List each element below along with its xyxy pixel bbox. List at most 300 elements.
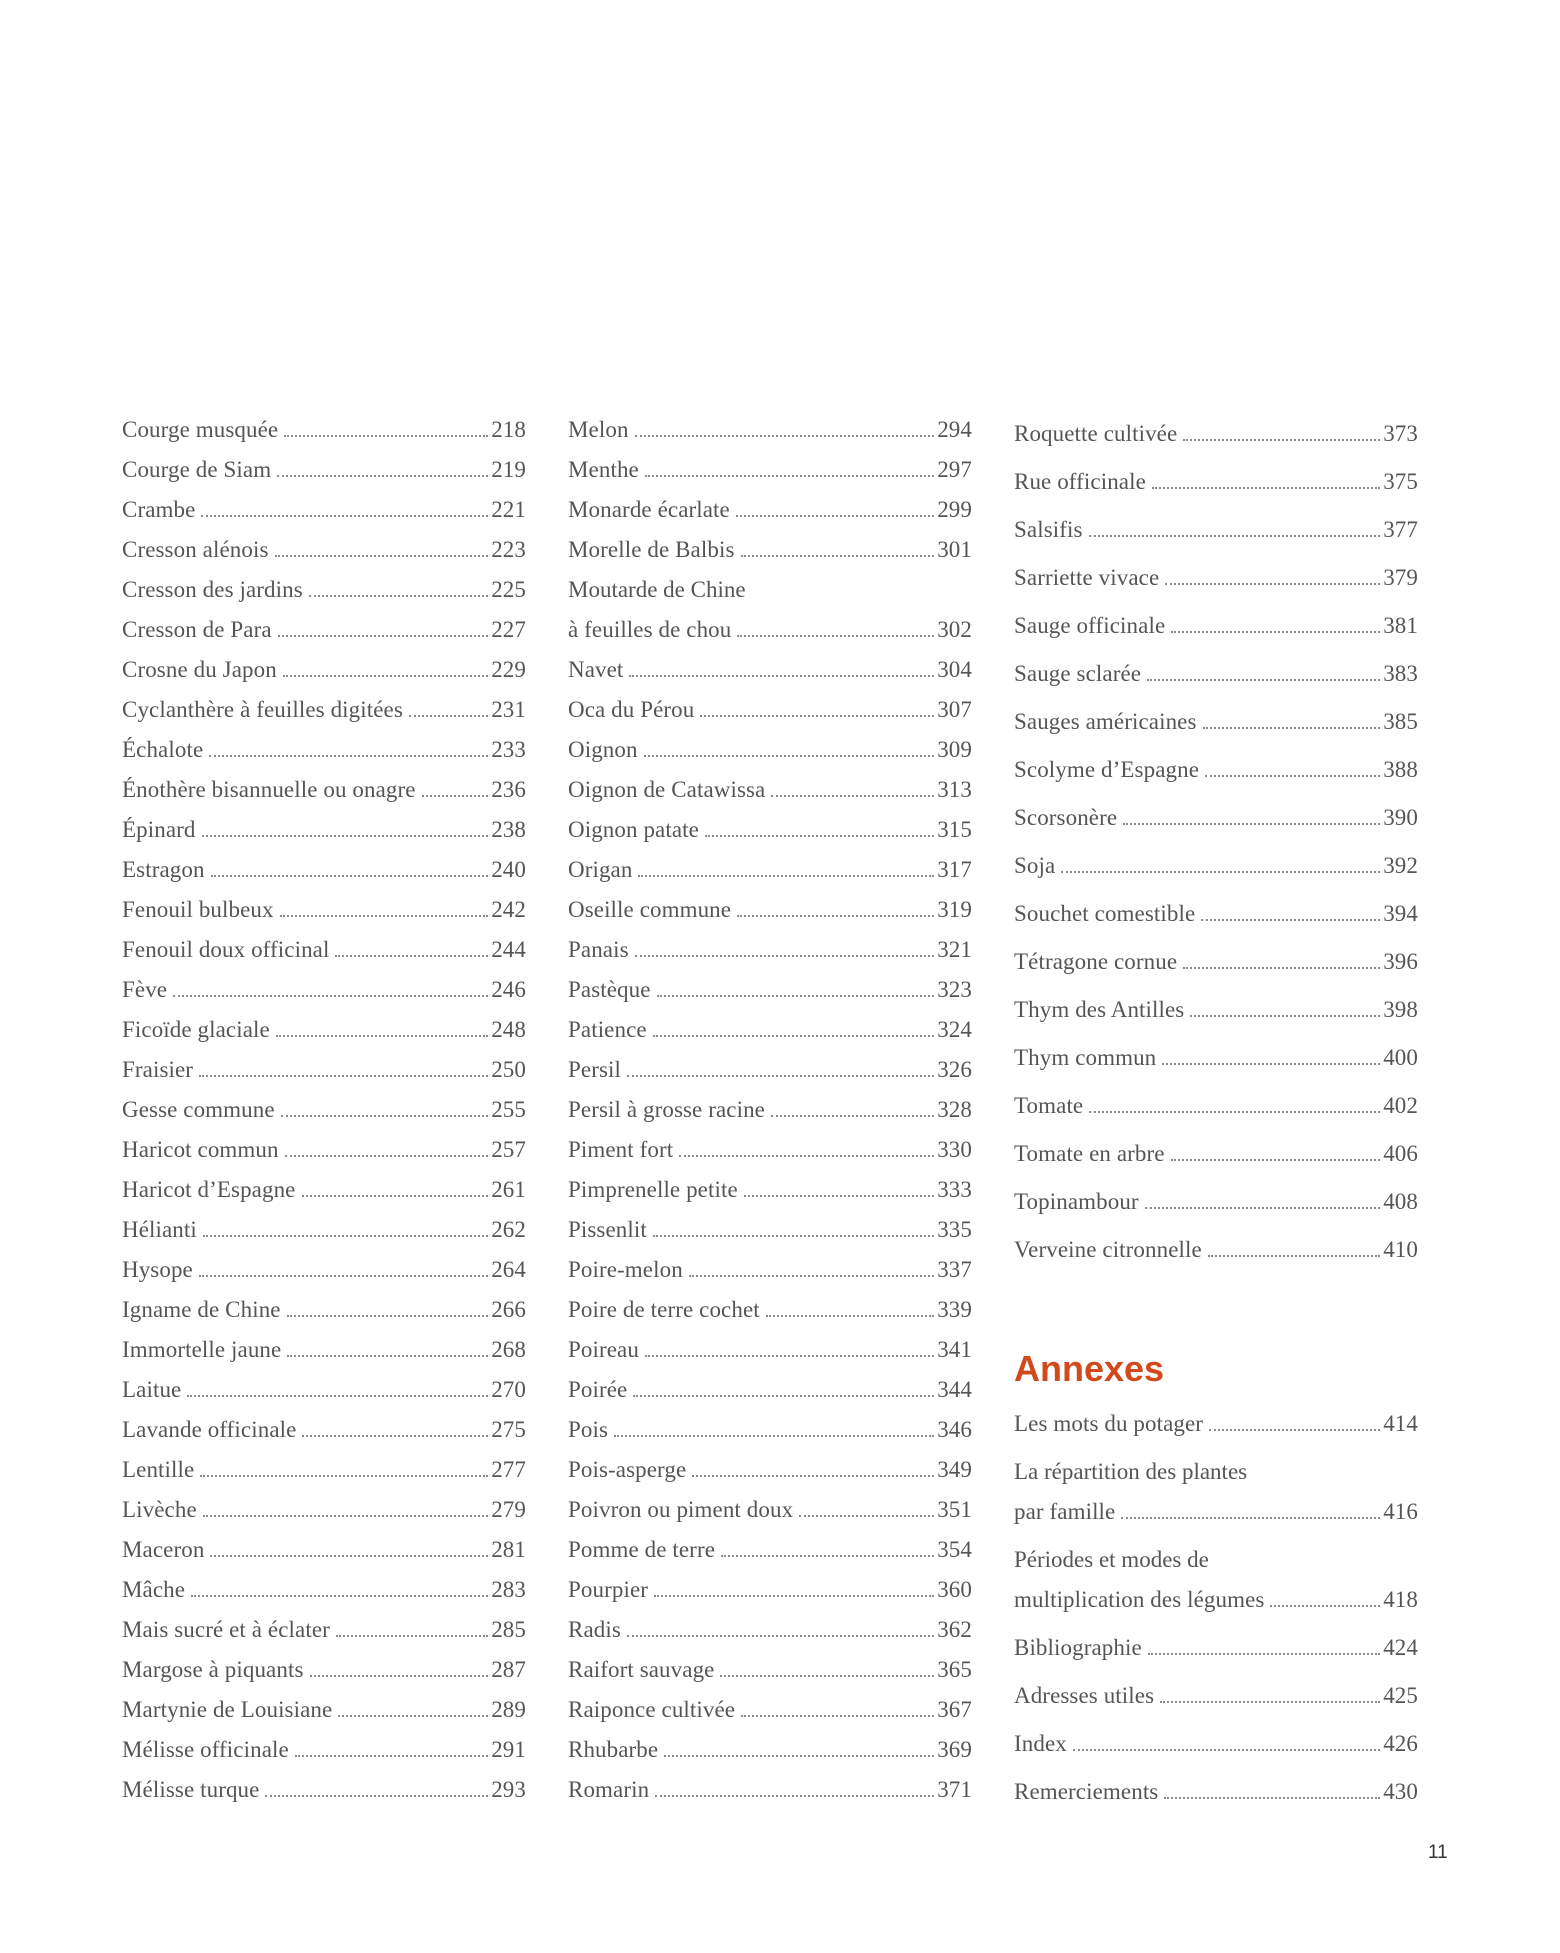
toc-entry-row: [568, 690, 972, 730]
toc-entry-page: 326: [937, 1057, 972, 1082]
toc-entry: [1014, 1448, 1418, 1536]
toc-entry-page: 390: [1383, 805, 1418, 830]
dot-leader: [211, 875, 489, 877]
dot-leader: [1145, 1207, 1380, 1209]
dot-leader: [199, 1275, 488, 1277]
toc-entry: [1014, 938, 1418, 986]
dot-leader: [187, 1395, 488, 1397]
toc-entry-title: Crambe: [122, 497, 196, 522]
dot-leader: [1205, 775, 1380, 777]
toc-entry-title: Igname de Chine: [122, 1297, 281, 1322]
toc-entry-page: 261: [491, 1177, 526, 1202]
toc-entry-title: Sauge officinale: [1014, 613, 1166, 638]
dot-leader: [1061, 871, 1380, 873]
dot-leader: [799, 1515, 934, 1517]
toc-entry-page: 388: [1383, 757, 1418, 782]
toc-entry-title: Mélisse officinale: [122, 1737, 289, 1762]
toc-entry-row: [122, 930, 526, 970]
toc-entry-title: Martynie de Louisiane: [122, 1697, 333, 1722]
toc-entry-page: 392: [1383, 853, 1418, 878]
toc-entry-row: [122, 1530, 526, 1570]
toc-entry-page: 330: [937, 1137, 972, 1162]
toc-entry-title: Scolyme d’Espagne: [1014, 757, 1200, 782]
toc-entry-title: Sauge sclarée: [1014, 661, 1142, 686]
dot-leader: [1270, 1605, 1380, 1607]
toc-entry: [1014, 554, 1418, 602]
toc-entry: [122, 1370, 526, 1410]
toc-entry-row: [568, 730, 972, 770]
dot-leader: [280, 915, 489, 917]
toc-entry-row: [122, 1250, 526, 1290]
toc-entry-page: 287: [491, 1657, 526, 1682]
toc-entry: [568, 570, 972, 650]
toc-entry-page: 425: [1383, 1683, 1418, 1708]
dot-leader: [281, 1115, 489, 1117]
dot-leader: [1183, 439, 1380, 441]
toc-entry-row: [1014, 890, 1418, 938]
toc-entry: [568, 1010, 972, 1050]
toc-entry-title: Navet: [568, 657, 624, 682]
dot-leader: [1121, 1517, 1380, 1519]
toc-entry-row: [568, 1610, 972, 1650]
toc-entry-row: [568, 1450, 972, 1490]
toc-entry: [568, 1330, 972, 1370]
toc-entry-title-line: Périodes et modes de: [1014, 1547, 1209, 1572]
toc-entry-title: Rhubarbe: [568, 1737, 659, 1762]
dot-leader: [692, 1475, 934, 1477]
toc-entry-page: 223: [491, 537, 526, 562]
toc-entry-row: [122, 570, 526, 610]
toc-entry-row: [122, 490, 526, 530]
toc-entry-title: Poivron ou piment doux: [568, 1497, 794, 1522]
dot-leader: [633, 1395, 934, 1397]
dot-leader: [1089, 535, 1381, 537]
dot-leader: [310, 1675, 489, 1677]
dot-leader: [654, 1595, 934, 1597]
toc-entry-page: 362: [937, 1617, 972, 1642]
dot-leader: [737, 915, 934, 917]
toc-entry-row: [1014, 1492, 1418, 1532]
toc-entry: [122, 930, 526, 970]
toc-entry-page: 218: [491, 417, 526, 442]
toc-entry-row: [1014, 698, 1418, 746]
dot-leader: [614, 1435, 934, 1437]
toc-entry-row: [122, 890, 526, 930]
toc-entry: [568, 810, 972, 850]
toc-entry-title: Piment fort: [568, 1137, 674, 1162]
toc-entry-row: [122, 1010, 526, 1050]
toc-entry-title: Pois: [568, 1417, 609, 1442]
dot-leader: [173, 995, 488, 997]
toc-entry-page: 302: [937, 617, 972, 642]
toc-entry-page: 309: [937, 737, 972, 762]
toc-column-3: [1014, 410, 1418, 1274]
toc-entry: [568, 1170, 972, 1210]
toc-entry-row: [568, 530, 972, 570]
toc-entry-title: Cresson de Para: [122, 617, 272, 642]
toc-entry-title: Index: [1014, 1731, 1067, 1756]
dot-leader: [657, 995, 935, 997]
toc-entry-title: Raiponce cultivée: [568, 1697, 736, 1722]
toc-entry: [568, 1610, 972, 1650]
toc-entry-page: 365: [937, 1657, 972, 1682]
toc-entry-page: 319: [937, 897, 972, 922]
toc-entry-row: [122, 810, 526, 850]
toc-entry: [122, 1570, 526, 1610]
dot-leader: [627, 1075, 934, 1077]
toc-entry-row: [1014, 410, 1418, 458]
toc-entry-page: 360: [937, 1577, 972, 1602]
toc-entry: [568, 1730, 972, 1770]
toc-entry-page: 373: [1383, 421, 1418, 446]
toc-entry-page: 402: [1383, 1093, 1418, 1118]
toc-entry: [122, 1170, 526, 1210]
toc-entry-title: Salsifis: [1014, 517, 1083, 542]
toc-entry-title: Romarin: [568, 1777, 650, 1802]
toc-entry-row: [122, 850, 526, 890]
toc-entry-row: [122, 1050, 526, 1090]
dot-leader: [209, 755, 488, 757]
toc-entry-row: [1014, 506, 1418, 554]
dot-leader: [766, 1315, 934, 1317]
toc-entry-page: 341: [937, 1337, 972, 1362]
dot-leader: [664, 1755, 934, 1757]
dot-leader: [689, 1275, 934, 1277]
toc-entry-row: [1014, 842, 1418, 890]
toc-entry-title-line: Moutarde de Chine: [568, 577, 746, 602]
toc-entry: [122, 650, 526, 690]
dot-leader: [644, 755, 935, 757]
toc-entry: [122, 530, 526, 570]
toc-entry-row: [568, 1010, 972, 1050]
toc-entry-page: 229: [491, 657, 526, 682]
toc-entry-title: Scorsonère: [1014, 805, 1118, 830]
toc-entry-row: [122, 1650, 526, 1690]
toc-entry-title: Menthe: [568, 457, 639, 482]
toc-entry: [568, 930, 972, 970]
toc-entry: [122, 1250, 526, 1290]
dot-leader: [1203, 727, 1381, 729]
toc-entry-page: 315: [937, 817, 972, 842]
dot-leader: [1190, 1015, 1380, 1017]
toc-entry-title: Verveine citronnelle: [1014, 1237, 1202, 1262]
toc-entry-row: [1014, 1130, 1418, 1178]
toc-entry-title: Estragon: [122, 857, 205, 882]
dot-leader: [638, 875, 934, 877]
toc-entry-row: [1014, 938, 1418, 986]
toc-entry-title: Fenouil bulbeux: [122, 897, 274, 922]
toc-entry-row: [568, 850, 972, 890]
toc-entry-title-line: La répartition des plantes: [1014, 1459, 1248, 1484]
dot-leader: [191, 1595, 488, 1597]
toc-entry-page: 339: [937, 1297, 972, 1322]
toc-entry-title: Haricot d’Espagne: [122, 1177, 296, 1202]
toc-entry-title: Poireau: [568, 1337, 639, 1362]
toc-entry-title: Courge musquée: [122, 417, 279, 442]
toc-entry-row: [122, 1770, 526, 1810]
dot-leader: [744, 1195, 934, 1197]
dot-leader: [1147, 679, 1380, 681]
toc-entry: [122, 890, 526, 930]
toc-entry-title: Poire-melon: [568, 1257, 683, 1282]
toc-entry: [1014, 506, 1418, 554]
toc-entry: [122, 690, 526, 730]
toc-entry-row: [122, 1330, 526, 1370]
toc-entry-title: Tomate: [1014, 1093, 1084, 1118]
toc-entry: [122, 770, 526, 810]
toc-entry-row: [1014, 602, 1418, 650]
toc-entry-page: 238: [491, 817, 526, 842]
dot-leader: [1171, 1159, 1381, 1161]
toc-entry-page: 257: [491, 1137, 526, 1162]
toc-entry: [122, 610, 526, 650]
toc-entry-row: [122, 530, 526, 570]
toc-entry-page: 398: [1383, 997, 1418, 1022]
toc-entry-page: 275: [491, 1417, 526, 1442]
toc-entry: [122, 1610, 526, 1650]
dot-leader: [771, 1115, 934, 1117]
toc-entry-row: [122, 1090, 526, 1130]
toc-entry-row: [1014, 554, 1418, 602]
toc-entry: [122, 1210, 526, 1250]
toc-entry-title: Pissenlit: [568, 1217, 647, 1242]
toc-entry-title: Origan: [568, 857, 633, 882]
toc-entry: [122, 490, 526, 530]
dot-leader: [277, 475, 488, 477]
toc-entry: [122, 1410, 526, 1450]
toc-entry-title: Melon: [568, 417, 629, 442]
toc-entry-title: Sarriette vivace: [1014, 565, 1160, 590]
toc-entry-row: [122, 650, 526, 690]
dot-leader: [627, 1635, 934, 1637]
toc-entry: [1014, 650, 1418, 698]
toc-entry-row: [568, 610, 972, 650]
dot-leader: [653, 1035, 934, 1037]
toc-entry-page: 381: [1383, 613, 1418, 638]
toc-entry-row: [568, 1690, 972, 1730]
toc-entry-page: 351: [937, 1497, 972, 1522]
toc-entry-title: Crosne du Japon: [122, 657, 277, 682]
toc-entry-title: Thym commun: [1014, 1045, 1157, 1070]
toc-entry: [1014, 458, 1418, 506]
toc-entry: [568, 730, 972, 770]
toc-entry-page: 285: [491, 1617, 526, 1642]
dot-leader: [335, 955, 488, 957]
dot-leader: [203, 1515, 488, 1517]
dot-leader: [285, 1155, 489, 1157]
dot-leader: [653, 1235, 934, 1237]
toc-entry: [1014, 1226, 1418, 1274]
toc-entry: [568, 1570, 972, 1610]
toc-entry-page: 277: [491, 1457, 526, 1482]
dot-leader: [338, 1715, 488, 1717]
dot-leader: [1152, 487, 1380, 489]
toc-entry-row: [1014, 1034, 1418, 1082]
toc-entry-title: Cresson des jardins: [122, 577, 303, 602]
toc-entry-title: Soja: [1014, 853, 1056, 878]
toc-entry-title: Livèche: [122, 1497, 197, 1522]
toc-entry-row: [568, 890, 972, 930]
toc-entry-row: [122, 770, 526, 810]
toc-entry-title: Mâche: [122, 1577, 186, 1602]
toc-entry-row: [1014, 746, 1418, 794]
toc-entry-row: [1014, 458, 1418, 506]
toc-entry-title: Énothère bisannuelle ou onagre: [122, 777, 416, 802]
toc-entry-page: 410: [1383, 1237, 1418, 1262]
toc-entry: [122, 1010, 526, 1050]
toc-entry-row: [122, 1570, 526, 1610]
toc-entry-row: [122, 1490, 526, 1530]
toc-entry-row: [122, 1170, 526, 1210]
toc-entry: [122, 1290, 526, 1330]
toc-entry-page: 430: [1383, 1779, 1418, 1804]
dot-leader: [336, 1635, 488, 1637]
toc-entry: [122, 1730, 526, 1770]
toc-entry-row: [1014, 1580, 1418, 1620]
toc-entry: [1014, 410, 1418, 458]
toc-entry-title: Persil à grosse racine: [568, 1097, 765, 1122]
toc-entry-page: 255: [491, 1097, 526, 1122]
toc-entry-row: [122, 410, 526, 450]
dot-leader: [309, 595, 488, 597]
toc-entry-row: [122, 450, 526, 490]
toc-entry-row: [568, 490, 972, 530]
toc-entry-page: 248: [491, 1017, 526, 1042]
toc-entry: [122, 1050, 526, 1090]
toc-entry-page: 291: [491, 1737, 526, 1762]
toc-entry: [568, 770, 972, 810]
toc-entry: [568, 490, 972, 530]
toc-entry-row: [122, 1730, 526, 1770]
toc-entry: [122, 1530, 526, 1570]
toc-entry: [568, 1050, 972, 1090]
toc-entry-title: Hysope: [122, 1257, 193, 1282]
toc-entry-title: Lentille: [122, 1457, 195, 1482]
toc-entry-row: [568, 1170, 972, 1210]
toc-entry-page: 264: [491, 1257, 526, 1282]
toc-entry: [568, 450, 972, 490]
toc-entry-row: [568, 1050, 972, 1090]
toc-entry-row: [122, 1690, 526, 1730]
toc-entry-title: par famille: [1014, 1499, 1116, 1524]
dot-leader: [1183, 967, 1380, 969]
toc-entry-page: 297: [937, 457, 972, 482]
toc-entry-page: 424: [1383, 1635, 1418, 1660]
toc-entry: [568, 1370, 972, 1410]
toc-entry-title: Tomate en arbre: [1014, 1141, 1165, 1166]
annexes-list: [1014, 1400, 1418, 1816]
toc-entry: [122, 1490, 526, 1530]
toc-entry-row: [568, 1090, 972, 1130]
toc-entry-page: 377: [1383, 517, 1418, 542]
toc-entry-page: 346: [937, 1417, 972, 1442]
dot-leader: [200, 1475, 488, 1477]
toc-entry-title: à feuilles de chou: [568, 617, 732, 642]
toc-entry-title: Adresses utiles: [1014, 1683, 1155, 1708]
toc-entry-page: 299: [937, 497, 972, 522]
toc-entry: [122, 730, 526, 770]
toc-entry: [568, 1210, 972, 1250]
toc-entry: [122, 1090, 526, 1130]
dot-leader: [700, 715, 934, 717]
toc-entry-row: [122, 610, 526, 650]
dot-leader: [284, 435, 488, 437]
toc-entry-row: [122, 1130, 526, 1170]
dot-leader: [721, 1555, 934, 1557]
toc-entry-page: 416: [1383, 1499, 1418, 1524]
toc-entry-title: Poirée: [568, 1377, 628, 1402]
toc-entry-title: Lavande officinale: [122, 1417, 297, 1442]
toc-entry-title: Fenouil doux officinal: [122, 937, 330, 962]
toc-entry: [122, 410, 526, 450]
dot-leader: [736, 515, 934, 517]
toc-entry: [1014, 1034, 1418, 1082]
toc-entry-page: 394: [1383, 901, 1418, 926]
dot-leader: [1164, 1797, 1380, 1799]
dot-leader: [202, 835, 489, 837]
dot-leader: [629, 675, 934, 677]
dot-leader: [1209, 1429, 1380, 1431]
toc-entry-title: Morelle de Balbis: [568, 537, 735, 562]
toc-entry-title: Oignon de Catawissa: [568, 777, 766, 802]
toc-entry: [568, 1770, 972, 1810]
toc-entry: [568, 890, 972, 930]
toc-entry-row: [568, 650, 972, 690]
toc-entry-page: 233: [491, 737, 526, 762]
toc-entry-page: 337: [937, 1257, 972, 1282]
toc-entry-row: [568, 410, 972, 450]
toc-entry-page: 266: [491, 1297, 526, 1322]
toc-entry-row: [568, 1250, 972, 1290]
toc-entry: [568, 970, 972, 1010]
toc-entry-page: 268: [491, 1337, 526, 1362]
dot-leader: [1165, 583, 1380, 585]
toc-entry-title: Monarde écarlate: [568, 497, 730, 522]
toc-entry-row: [122, 1290, 526, 1330]
toc-entry-title: Immortelle jaune: [122, 1337, 282, 1362]
toc-entry-row: [568, 1650, 972, 1690]
toc-entry-row: [1014, 1082, 1418, 1130]
dot-leader: [275, 555, 489, 557]
dot-leader: [679, 1155, 934, 1157]
toc-entry-page: 304: [937, 657, 972, 682]
dot-leader: [1201, 919, 1380, 921]
toc-entry-page: 328: [937, 1097, 972, 1122]
toc-entry: [568, 410, 972, 450]
toc-entry-row: [1014, 1720, 1418, 1768]
toc-entry-title: Poire de terre cochet: [568, 1297, 760, 1322]
toc-column-2: [568, 410, 972, 1810]
dot-leader: [1073, 1749, 1380, 1751]
toc-entry-page: 406: [1383, 1141, 1418, 1166]
toc-entry: [122, 1450, 526, 1490]
toc-entry: [1014, 1768, 1418, 1816]
toc-entry-title: Tétragone cornue: [1014, 949, 1178, 974]
toc-entry: [1014, 842, 1418, 890]
toc-entry-title: Laitue: [122, 1377, 182, 1402]
toc-entry-row: [122, 1370, 526, 1410]
dot-leader: [737, 635, 934, 637]
toc-entry: [122, 1130, 526, 1170]
toc-entry: [1014, 602, 1418, 650]
toc-entry-title: Cresson alénois: [122, 537, 269, 562]
toc-entry-title: Souchet comestible: [1014, 901, 1196, 926]
toc-entry: [1014, 1400, 1418, 1448]
toc-entry-title: Remerciements: [1014, 1779, 1159, 1804]
toc-entry-row: [122, 690, 526, 730]
toc-entry-row: [568, 1570, 972, 1610]
toc-entry-row: [568, 450, 972, 490]
